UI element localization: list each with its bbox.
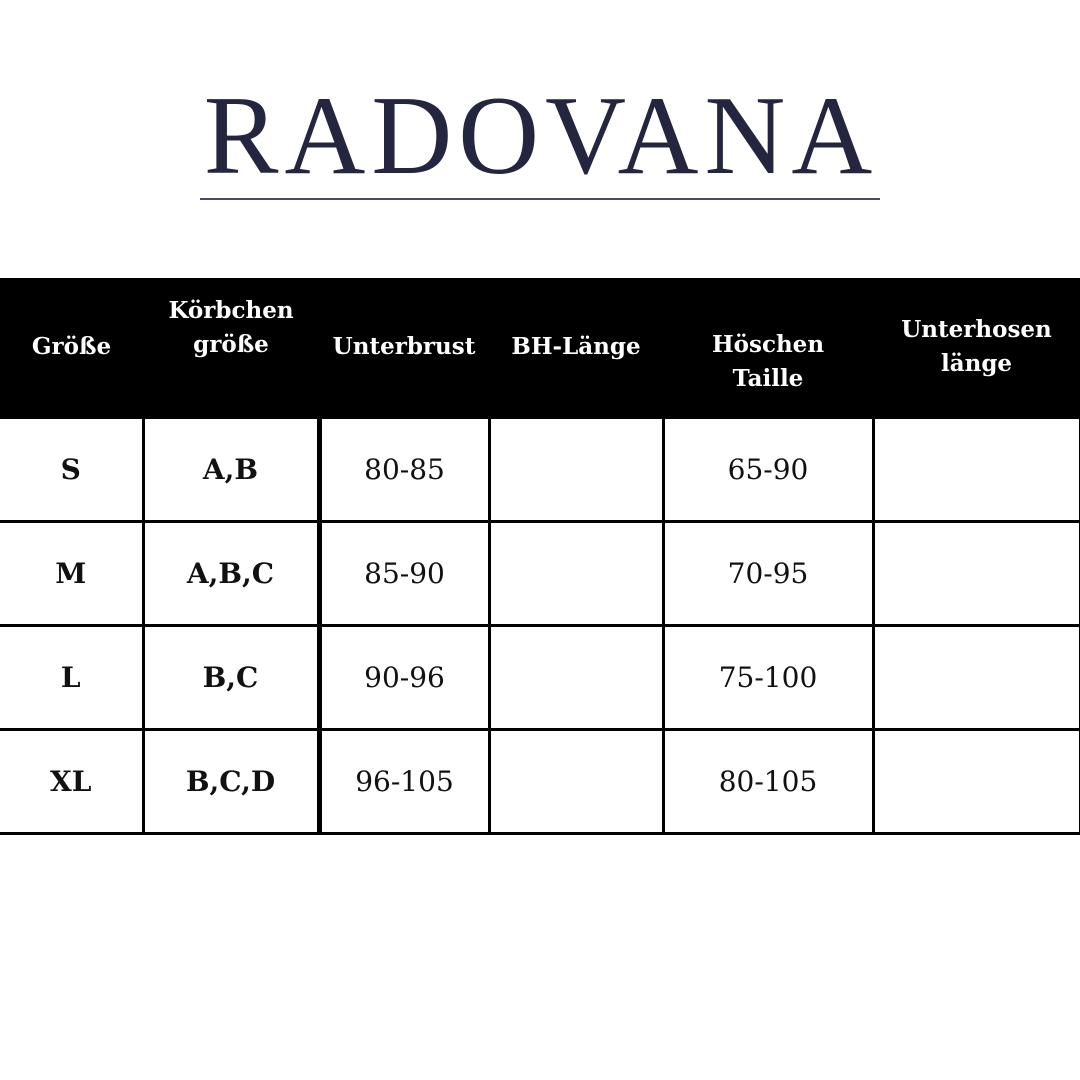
header-groesse: Größe <box>0 278 143 418</box>
cell-underwear-length <box>873 730 1080 834</box>
table-row <box>0 522 1080 626</box>
size-chart-table <box>0 278 1080 835</box>
table-header-row <box>0 278 1080 418</box>
cell-size: S <box>0 418 143 522</box>
cell-cup-size: A,B,C <box>143 522 319 626</box>
cell-size: XL <box>0 730 143 834</box>
table-row <box>0 418 1080 522</box>
table-row <box>0 730 1080 834</box>
header-unterhosenlaenge: Unterhosen länge <box>873 278 1080 418</box>
cell-underwear-length <box>873 626 1080 730</box>
cell-size: M <box>0 522 143 626</box>
cell-panty-waist: 80-105 <box>663 730 873 834</box>
cell-underwear-length <box>873 522 1080 626</box>
table-row <box>0 626 1080 730</box>
cell-bra-length <box>489 418 663 522</box>
header-koerbchengroesse: Körbchen größe <box>143 278 319 418</box>
cell-cup-size: A,B <box>143 418 319 522</box>
header-bh-laenge: BH-Länge <box>489 278 663 418</box>
cell-panty-waist: 75-100 <box>663 626 873 730</box>
cell-bra-length <box>489 626 663 730</box>
cell-cup-size: B,C <box>143 626 319 730</box>
header-unterbrust: Unterbrust <box>319 278 489 418</box>
cell-underbust: 96-105 <box>319 730 489 834</box>
cell-bra-length <box>489 730 663 834</box>
cell-underwear-length <box>873 418 1080 522</box>
cell-bra-length <box>489 522 663 626</box>
cell-underbust: 85-90 <box>319 522 489 626</box>
cell-panty-waist: 65-90 <box>663 418 873 522</box>
brand-header <box>0 74 1080 200</box>
cell-panty-waist: 70-95 <box>663 522 873 626</box>
header-hoeschen-taille: Höschen Taille <box>663 278 873 418</box>
cell-underbust: 80-85 <box>319 418 489 522</box>
cell-cup-size: B,C,D <box>143 730 319 834</box>
cell-underbust: 90-96 <box>319 626 489 730</box>
cell-size: L <box>0 626 143 730</box>
brand-logo-text: RADOVANA <box>200 80 880 200</box>
